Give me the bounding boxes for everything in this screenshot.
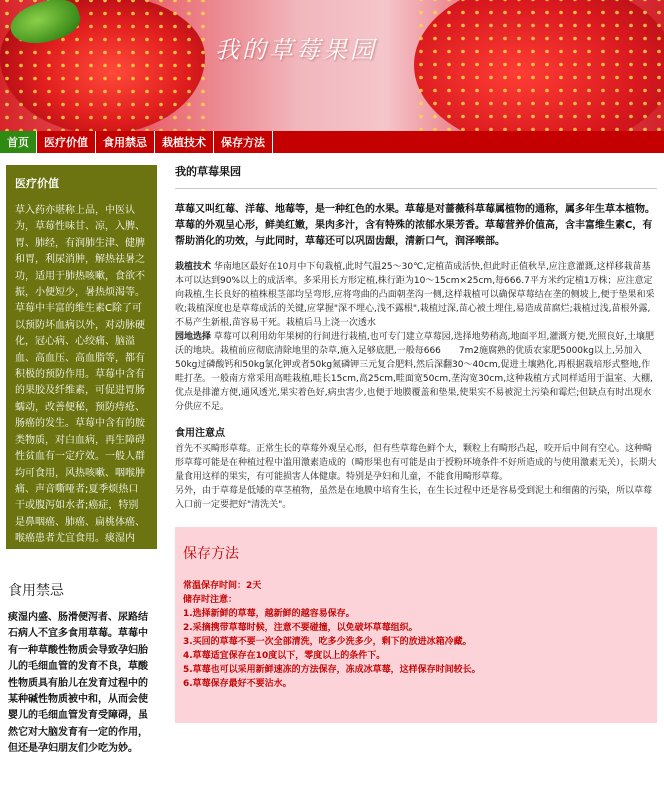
storage-line: 2.采摘携带草莓时候，注意不要碰撞，以免破坏草莓组织。	[183, 623, 418, 633]
intro-paragraph: 草莓又叫红莓、洋莓、地莓等，是一种红色的水果。草莓是对蔷薇科草莓属植物的通称，属多年生草本植物。草莓的外观呈心形，鲜美红嫩，果肉多汁，含有特殊的浓郁水果芳香。草莓营养价值高，含丰富维生素C，有帮助消化的功效，与此同时，草莓还可以巩固齿龈，清新口气，润泽喉部。	[175, 204, 655, 247]
notice-title: 食用注意点	[175, 428, 225, 439]
cultivation-text: 华南地区最好在10月中下旬栽植,此时气温25～30℃,定植苗成活快,但此时正值秋旱,应注意灌溉,这样移栽苗基本可以达到90%以上的成活率。多采用长方形定植,株行距为10～15cm×25cm,每666.7平方米约定植1万株；应注意定向栽植,生长良好的植株根茎部均呈弯形,应将弯曲的凸面朝垄沟一侧,这样栽植可以确保草莓结在垄的侧坡上,便于垫果和采收;栽植深度也是草莓成活的关键,应掌握"深不埋心,浅不露根",栽植过深,苗心被土埋住,易造成苗腐烂;栽植过浅,苗根外露,不易产生新根,苗容易干死。栽植后马上浇一次透水	[175, 262, 655, 328]
storage-box	[175, 527, 657, 723]
header-banner	[0, 0, 664, 131]
storage-line: 常温保存时间：2天	[183, 581, 262, 591]
food-taboo-title: 食用禁忌	[8, 583, 64, 599]
nav-item-home[interactable]: 首页	[0, 131, 37, 153]
nav-item-cultivation[interactable]: 栽植技术	[155, 131, 214, 153]
strawberry-image-right	[414, 0, 664, 131]
medical-value-title: 医疗价值	[15, 177, 59, 190]
storage-line: 5.草莓也可以采用新鲜速冻的方法保存，冻成冰草莓，这样保存时间较长。	[183, 665, 481, 675]
nav-item-medical[interactable]: 医疗价值	[37, 131, 96, 153]
site-selection-label: 园地选择	[175, 332, 212, 342]
site-title: 我的草莓果园	[215, 36, 377, 64]
food-taboo-text: 痰湿内盛、肠滑便泻者、尿路结石病人不宜多食用草莓。草莓中有一种草酸性物质会导致孕妇胎儿的毛细血管的发育不良，草酸性物质具有胎儿在发育过程中的某种碱性物质被中和，从而会使婴儿的毛细血管发育受障碍，虽然它对大脑发育有一定的作用，但还是孕妇朋友们少吃为妙。	[8, 612, 148, 755]
cultivation-paragraph	[175, 260, 657, 414]
storage-line: 3.买回的草莓不要一次全部清洗，吃多少洗多少，剩下的放进冰箱冷藏。	[183, 637, 472, 647]
medical-value-box	[6, 165, 157, 577]
storage-line: 储存时注意：	[183, 595, 238, 605]
page-title: 我的草莓果园	[175, 163, 657, 189]
storage-line: 6.草莓保存最好不要沾水。	[183, 679, 292, 689]
main-nav	[0, 131, 664, 153]
storage-line: 4.草莓适宜保存在10度以下，零度以上的条件下。	[183, 651, 386, 661]
site-selection-text: 草莓可以利用幼年果树的行间进行栽植,也可专门建立草莓园,选择地势稍高,地面平坦,灌溉方便,光照良好,土壤肥沃的地块。栽植前应彻底清除地里的杂草,施入足够底肥,一般每666 7m2施腐熟的优质农家肥5000kg以上,另加入50kg过磷酸钙和50kg氯化钾或者50kg氮磷钾三元复合肥料,然后深翻30～40cm,促进土壤熟化,再根据栽培形式整地,作畦打垄。一般南方常采用高畦栽植,畦长15cm,高25cm,畦面宽50cm,垄沟宽30cm,这种栽植方式同样适用于温室、大棚,优点是排灌方便,通风透光,果实着色好,病虫害少,也便于地膜覆盖和垫果,使果实不易被泥土污染和霉烂;但缺点有时出现水分供应不足。	[175, 332, 655, 412]
notice-text-2: 另外，由于草莓是低矮的草茎植物，虽然是在地膜中培育生长，在生长过程中还是容易受到泥土和细菌的污染，所以草莓入口前一定要把好"清洗关"。	[175, 486, 653, 510]
nav-item-food-taboo[interactable]: 食用禁忌	[96, 131, 155, 153]
medical-value-text: 草入药亦堪称上品，中医认为，草莓性味甘、凉，入脾、胃、肺经，有润肺生津、健脾和胃，利尿消肿，解热祛暑之功，适用于肺热咳嗽，食欲不振，小便短少，暑热烦渴等。草莓中丰富的维生素C除了可以预防坏血病以外，对动脉硬化，冠心病、心绞痛、脑溢血、高血压、高血脂等，都有积极的预防作用。草莓中含有的果胶及纤维素，可促进胃肠蠕动，改善便秘，预防痔疮、肠癌的发生。草莓中含有的胺类物质，对白血病，再生障碍性贫血有一定疗效。一般人群均可食用，风热咳嗽、咽喉肿痛、声音嘶哑者;夏季烦热口干或腹泻如水者;癌症，特别是鼻咽癌、肺癌、扁桃体癌、喉癌患者尤宜食用。痰湿内盛、肠滑便泻者、尿路结石病人不宜多食。	[15, 205, 145, 577]
storage-line: 1.选择新鲜的草莓，越新鲜的越容易保存。	[183, 609, 355, 619]
strawberry-image-left	[0, 0, 205, 131]
notice-text-1: 首先不买畸形草莓。正常生长的草莓外观呈心形，但有些草莓色鲜个大，颗粒上有畸形凸起，咬开后中间有空心。这种畸形草莓可能是在种植过程中滥用激素造成的（畸形果也有可能是由于授粉环境条件不好所造成的与使用激素无关），长期大量食用这样的果实，有可能损害人体健康。特别是孕妇和儿童，不能食用畸形草莓。	[175, 444, 657, 482]
storage-title: 保存方法	[183, 546, 239, 562]
main-content	[175, 163, 657, 512]
nav-item-storage[interactable]: 保存方法	[214, 131, 273, 153]
cultivation-label: 栽植技术	[175, 262, 212, 272]
